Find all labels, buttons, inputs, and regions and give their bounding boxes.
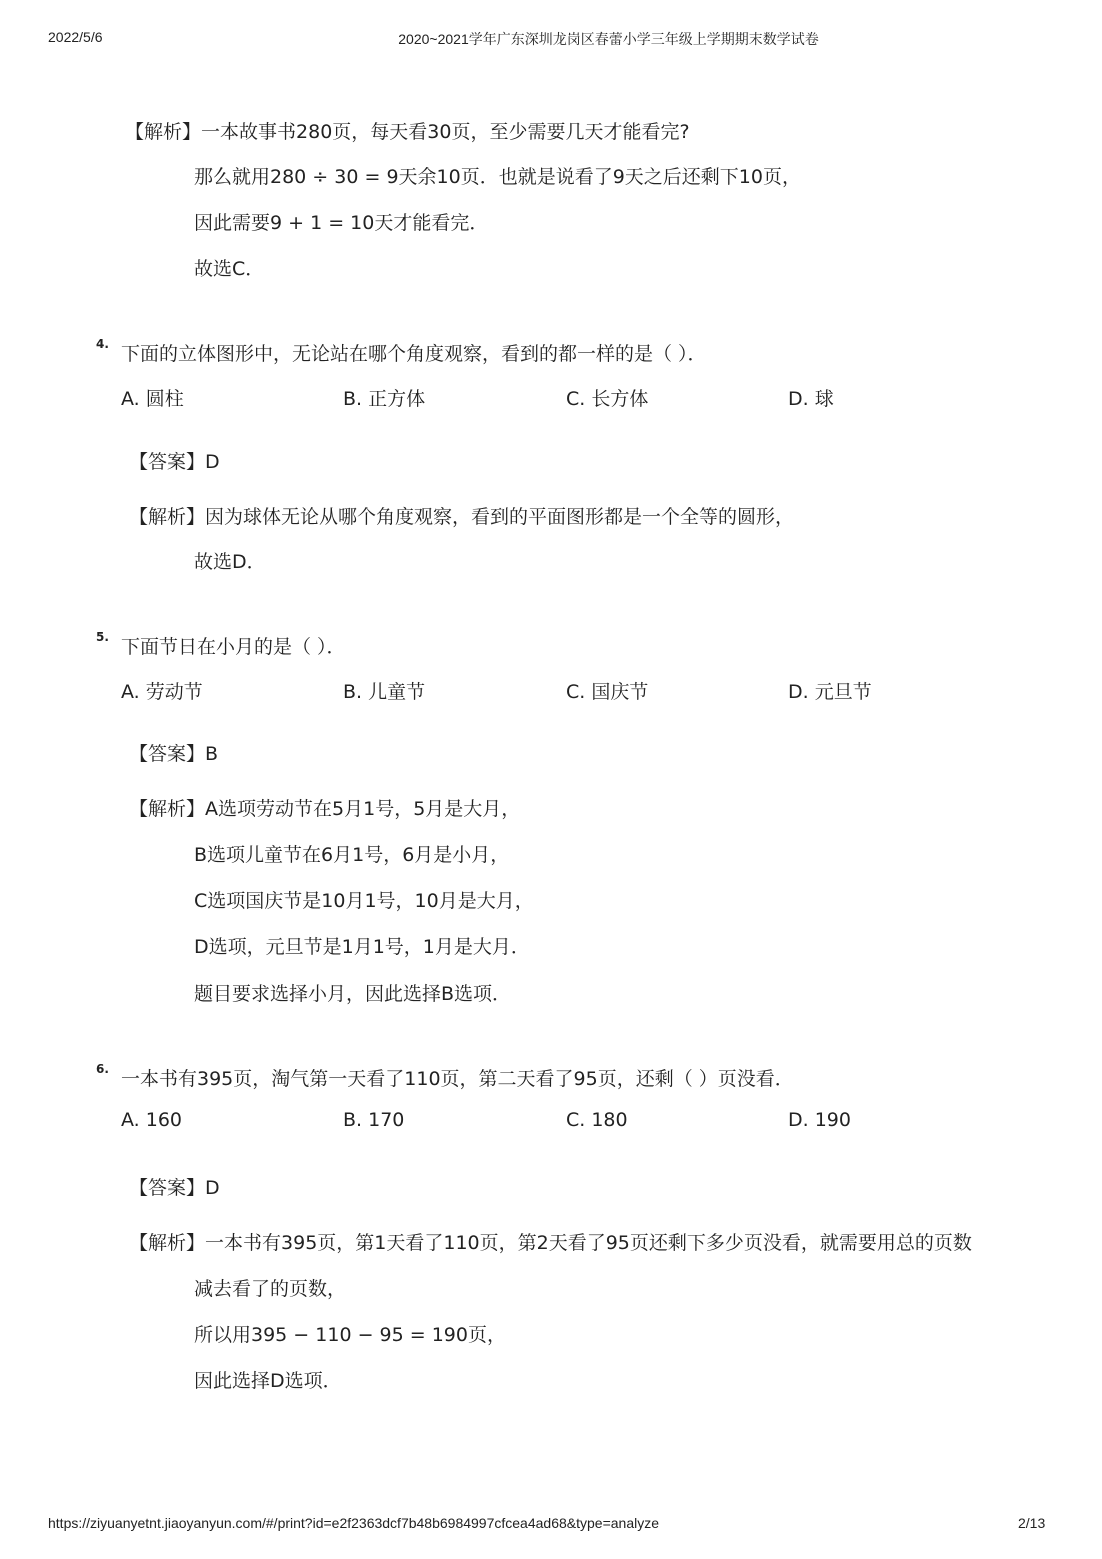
print-date: 2022/5/6 (48, 29, 103, 45)
question-text: 一本书有395页，淘气第一天看了110页，第二天看了95页，还剩（ ）页没看． (121, 1068, 794, 1090)
analysis-line: 因此选择D选项． (194, 1370, 342, 1392)
analysis-line (129, 794, 520, 821)
answer-line (129, 1173, 220, 1200)
analysis-line (129, 1228, 972, 1255)
analysis-line: 故选C． (194, 258, 265, 280)
analysis-line: 故选D． (194, 551, 266, 573)
analysis-label: 【解析】 (125, 121, 202, 143)
page-url[interactable]: https://ziyuanyetnt.jiaoyanyun.com/#/print?id=e2f2363dcf7b48b6984997cfcea4ad68&type=analyze (48, 1515, 660, 1531)
answer-line (129, 447, 220, 474)
analysis-text: A选项劳动节在5月1号，5月是大月， (205, 798, 521, 820)
option-c: C. 长方体 (566, 388, 649, 410)
analysis-text: 一本书有395页，第1天看了110页，第2天看了95页还剩下多少页没看，就需要用总的页数 (205, 1232, 972, 1254)
analysis-line (125, 117, 690, 144)
analysis-line: B选项儿童节在6月1号，6月是小月， (194, 844, 510, 866)
analysis-line: D选项，元旦节是1月1号，1月是大月． (194, 936, 530, 958)
option-d: D. 球 (788, 388, 834, 410)
question-text: 下面的立体图形中，无论站在哪个角度观察，看到的都一样的是（ ）． (121, 343, 707, 365)
analysis-text: 一本故事书280页，每天看30页，至少需要几天才能看完? (201, 121, 690, 143)
option-a: A. 160 (121, 1109, 183, 1131)
option-c: C. 180 (566, 1109, 628, 1131)
question-number: 5. (96, 630, 109, 644)
analysis-line (129, 502, 794, 529)
analysis-line: 因此需要9 + 1 = 10天才能看完． (194, 212, 489, 234)
answer-label: 【答案】 (129, 1177, 206, 1199)
option-a: A. 劳动节 (121, 681, 203, 703)
analysis-label: 【解析】 (129, 798, 206, 820)
option-b: B. 170 (343, 1109, 405, 1131)
answer-value: D (205, 451, 220, 473)
analysis-line: 题目要求选择小月，因此选择B选项． (194, 983, 512, 1005)
analysis-line: 减去看了的页数， (194, 1278, 347, 1300)
analysis-line: C选项国庆节是10月1号，10月是大月， (194, 890, 534, 912)
analysis-label: 【解析】 (129, 506, 206, 528)
option-c: C. 国庆节 (566, 681, 649, 703)
analysis-label: 【解析】 (129, 1232, 206, 1254)
question-number: 6. (96, 1062, 109, 1076)
page-number: 2/13 (1018, 1515, 1046, 1531)
analysis-line: 所以用395 − 110 − 95 = 190页， (194, 1324, 506, 1346)
document-title: 2020~2021学年广东深圳龙岗区春蕾小学三年级上学期期末数学试卷 (398, 31, 819, 47)
answer-value: D (205, 1177, 220, 1199)
answer-label: 【答案】 (129, 743, 206, 765)
option-b: B. 儿童节 (343, 681, 426, 703)
answer-value: B (205, 743, 219, 765)
option-b: B. 正方体 (343, 388, 426, 410)
option-a: A. 圆柱 (121, 388, 184, 410)
answer-line (129, 739, 218, 766)
analysis-text: 因为球体无论从哪个角度观察，看到的平面图形都是一个全等的圆形， (205, 506, 795, 528)
option-d: D. 元旦节 (788, 681, 872, 703)
option-d: D. 190 (788, 1109, 851, 1131)
analysis-line: 那么就用280 ÷ 30 = 9天余10页．也就是说看了9天之后还剩下10页， (194, 166, 801, 188)
question-number: 4. (96, 337, 109, 351)
question-text: 下面节日在小月的是（ ）． (121, 636, 346, 658)
answer-label: 【答案】 (129, 451, 206, 473)
